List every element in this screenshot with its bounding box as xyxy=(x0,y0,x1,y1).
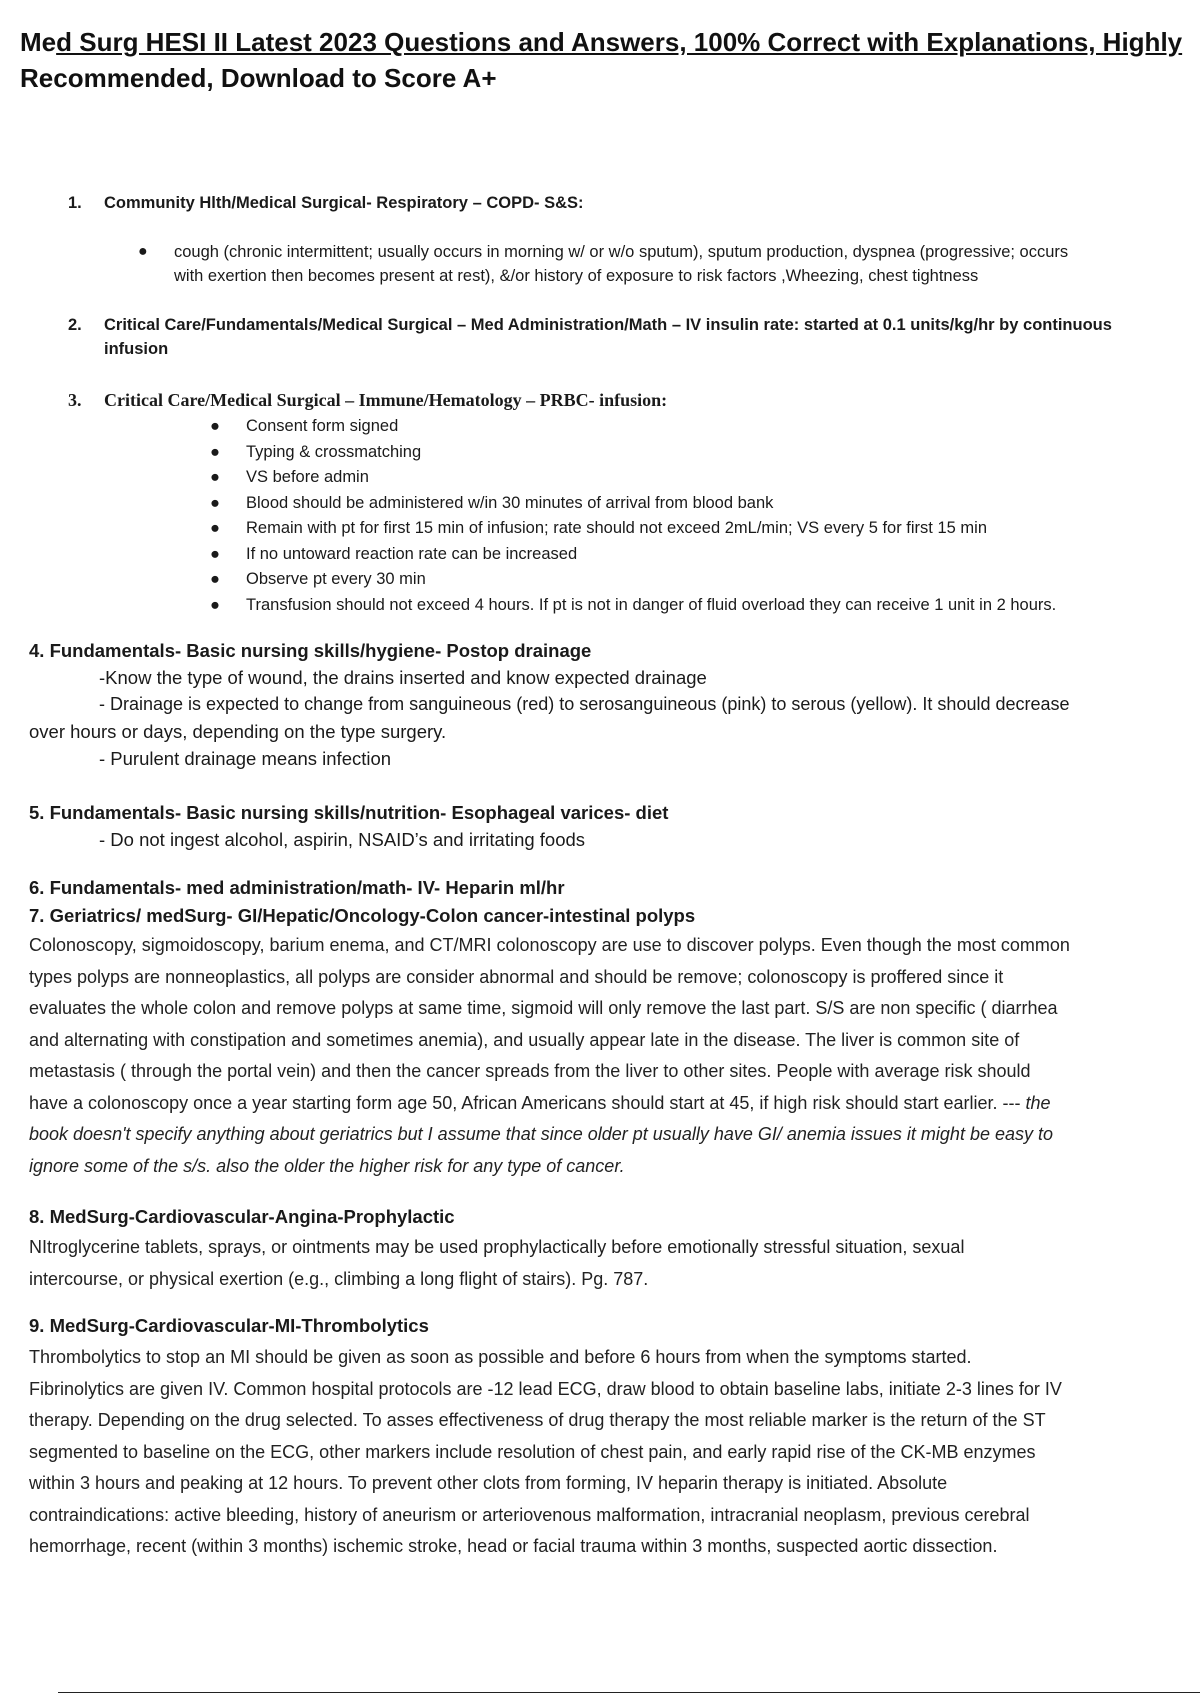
item-5-line-1: - Do not ingest alcohol, aspirin, NSAID’s and irritating foods xyxy=(99,829,586,850)
item-9-line: contraindications: active bleeding, history of aneurism or arteriovenous malformation, intracranial neoplasm, previous cerebral xyxy=(29,1504,1030,1525)
list-item: ● Remain with pt for first 15 min of infusion; rate should not exceed 2mL/min; VS every 5 for first 15 min xyxy=(210,516,1190,542)
item-7-line: metastasis ( through the portal vein) and then the cancer spreads from the liver to other sites. People with average risk should xyxy=(29,1061,1031,1081)
item-1-heading-text: Community Hlth/Medical Surgical- Respiratory – COPD- S&S: xyxy=(104,194,584,212)
item-7-heading: 7. Geriatrics/ medSurg- GI/Hepatic/Oncology-Colon cancer-intestinal polyps xyxy=(29,905,696,926)
item-2-number: 2. xyxy=(68,316,82,334)
item-4-heading: 4. Fundamentals- Basic nursing skills/hygiene- Postop drainage xyxy=(29,640,592,661)
document-title xyxy=(20,24,1190,96)
item-7-body xyxy=(29,930,1199,1182)
item-9-body xyxy=(29,1342,1199,1563)
item-3-heading xyxy=(68,388,1188,412)
item-9-line: Fibrinolytics are given IV. Common hospital protocols are -12 lead ECG, draw blood to obtain baseline labs, initiate 2-3 lines for IV xyxy=(29,1378,1062,1399)
item-4-body xyxy=(29,664,1194,772)
item-1-bullet-line-1: cough (chronic intermittent; usually occurs in morning w/ or w/o sputum), sputum production, dyspnea (progressive; occurs xyxy=(174,243,1069,261)
item-8-line: NItroglycerine tablets, sprays, or ointments may be used prophylactically before emotionally stressful situation, sexual xyxy=(29,1237,965,1257)
item-7-line: evaluates the whole colon and remove polyps at same time, sigmoid will only remove the last part. S/S are non specific ( diarrhea xyxy=(29,998,1058,1018)
item-9-line: hemorrhage, recent (within 3 months) ischemic stroke, head or facial trauma within 3 months, suspected aortic dissection. xyxy=(29,1536,998,1556)
list-item: ● Observe pt every 30 min xyxy=(210,567,1190,593)
item-3-bullet-list xyxy=(210,414,1190,618)
item-3-number: 3. xyxy=(68,390,82,410)
list-item: ● Blood should be administered w/in 30 minutes of arrival from blood bank xyxy=(210,491,1190,517)
item-9-line: within 3 hours and peaking at 12 hours. To prevent other clots from forming, IV heparin therapy is initiated. Absolute xyxy=(29,1473,948,1493)
list-item: ● Transfusion should not exceed 4 hours. If pt is not in danger of fluid overload they can receive 1 unit in 2 hours. xyxy=(210,593,1190,619)
item-2-heading-line-1: Critical Care/Fundamentals/Medical Surgical – Med Administration/Math – IV insulin rate: started at 0.1 units/kg/hr by continuous xyxy=(104,316,1112,334)
item-8-heading: 8. MedSurg-Cardiovascular-Angina-Prophylactic xyxy=(29,1206,455,1227)
item-3-heading-text: Critical Care/Medical Surgical – Immune/Hematology – PRBC- infusion: xyxy=(104,390,668,410)
title-part-2-underlined: d Surg HESI II Latest 2023 Questions and Answers, 100% Correct with Explanations, Highly xyxy=(56,27,1183,57)
item-1-bullet-text xyxy=(174,240,1194,288)
item-4-line-1: -Know the type of wound, the drains inserted and know expected drainage xyxy=(99,667,707,688)
item-9-line: segmented to baseline on the ECG, other markers include resolution of chest pain, and early rapid rise of the CK-MB enzymes xyxy=(29,1441,1036,1462)
item-7-italic-line: ignore some of the s/s. also the older the higher risk for any type of cancer. xyxy=(29,1155,625,1176)
item-9-heading: 9. MedSurg-Cardiovascular-MI-Thrombolytics xyxy=(29,1315,429,1336)
bullet-icon: ● xyxy=(210,519,220,537)
item-1-heading xyxy=(68,191,1188,215)
bullet-icon: ● xyxy=(210,417,220,435)
list-item: ● If no untoward reaction rate can be increased xyxy=(210,542,1190,568)
bullet-icon: ● xyxy=(210,468,220,486)
bullet-icon: ● xyxy=(210,442,220,461)
item-4-line-4: - Purulent drainage means infection xyxy=(99,748,392,769)
item-8-body xyxy=(29,1232,1199,1295)
item-9-line: therapy. Depending on the drug selected. To asses effectiveness of drug therapy the most reliable marker is the return of the ST xyxy=(29,1410,1046,1430)
title-line-2: Recommended, Download to Score A+ xyxy=(20,63,497,93)
item-7-line: types polyps are nonneoplastics, all polyps are consider abnormal and should be remove; colonoscopy is proffered since it xyxy=(29,966,1004,987)
list-item: ● VS before admin xyxy=(210,465,1190,491)
bullet-icon: ● xyxy=(210,544,220,563)
bullet-icon: ● xyxy=(210,570,220,588)
item-7-line-6-italic: the xyxy=(1020,1092,1051,1113)
item-2-heading xyxy=(68,313,1193,361)
item-4-line-2: - Drainage is expected to change from sanguineous (red) to serosanguineous (pink) to serous (yellow). It should decrease xyxy=(99,694,1070,714)
footer-divider xyxy=(58,1692,1200,1693)
item-7-line: Colonoscopy, sigmoidoscopy, barium enema, and CT/MRI colonoscopy are use to discover polyps. Even though the most common xyxy=(29,935,1070,955)
bullet-icon: ● xyxy=(210,493,220,512)
item-6-heading: 6. Fundamentals- med administration/math- IV- Heparin ml/hr xyxy=(29,877,565,898)
item-8-line: intercourse, or physical exertion (e.g., climbing a long flight of stairs). Pg. 787. xyxy=(29,1268,649,1289)
item-9-line: Thrombolytics to stop an MI should be given as soon as possible and before 6 hours from when the symptoms started. xyxy=(29,1347,972,1367)
item-7-line: and alternating with constipation and sometimes anemia), and usually appear late in the disease. The liver is common site of xyxy=(29,1029,1020,1050)
item-7-line-6-plain: have a colonoscopy once a year starting form age 50, African Americans should start at 45, if high risk should start earlier. --- xyxy=(29,1092,1021,1113)
item-2-heading-line-2: infusion xyxy=(104,340,169,358)
title-part-1: Me xyxy=(20,27,57,57)
item-1-number: 1. xyxy=(68,194,82,212)
item-7-line-mixed xyxy=(29,1088,1199,1120)
item-4-line-3: over hours or days, depending on the type surgery. xyxy=(29,721,447,742)
list-item: ● Typing & crossmatching xyxy=(210,440,1190,466)
bullet-icon: ● xyxy=(210,595,220,614)
item-7-italic-line: book doesn't specify anything about geriatrics but I assume that since older pt usually have GI/ anemia issues it might be easy to xyxy=(29,1124,1053,1144)
item-1-bullet-line-2: with exertion then becomes present at rest), &/or history of exposure to risk factors ,Wheezing, chest tightness xyxy=(174,267,979,285)
list-item: ● Consent form signed xyxy=(210,414,1190,440)
bullet-icon: ● xyxy=(138,243,148,260)
item-5-heading: 5. Fundamentals- Basic nursing skills/nutrition- Esophageal varices- diet xyxy=(29,802,669,823)
